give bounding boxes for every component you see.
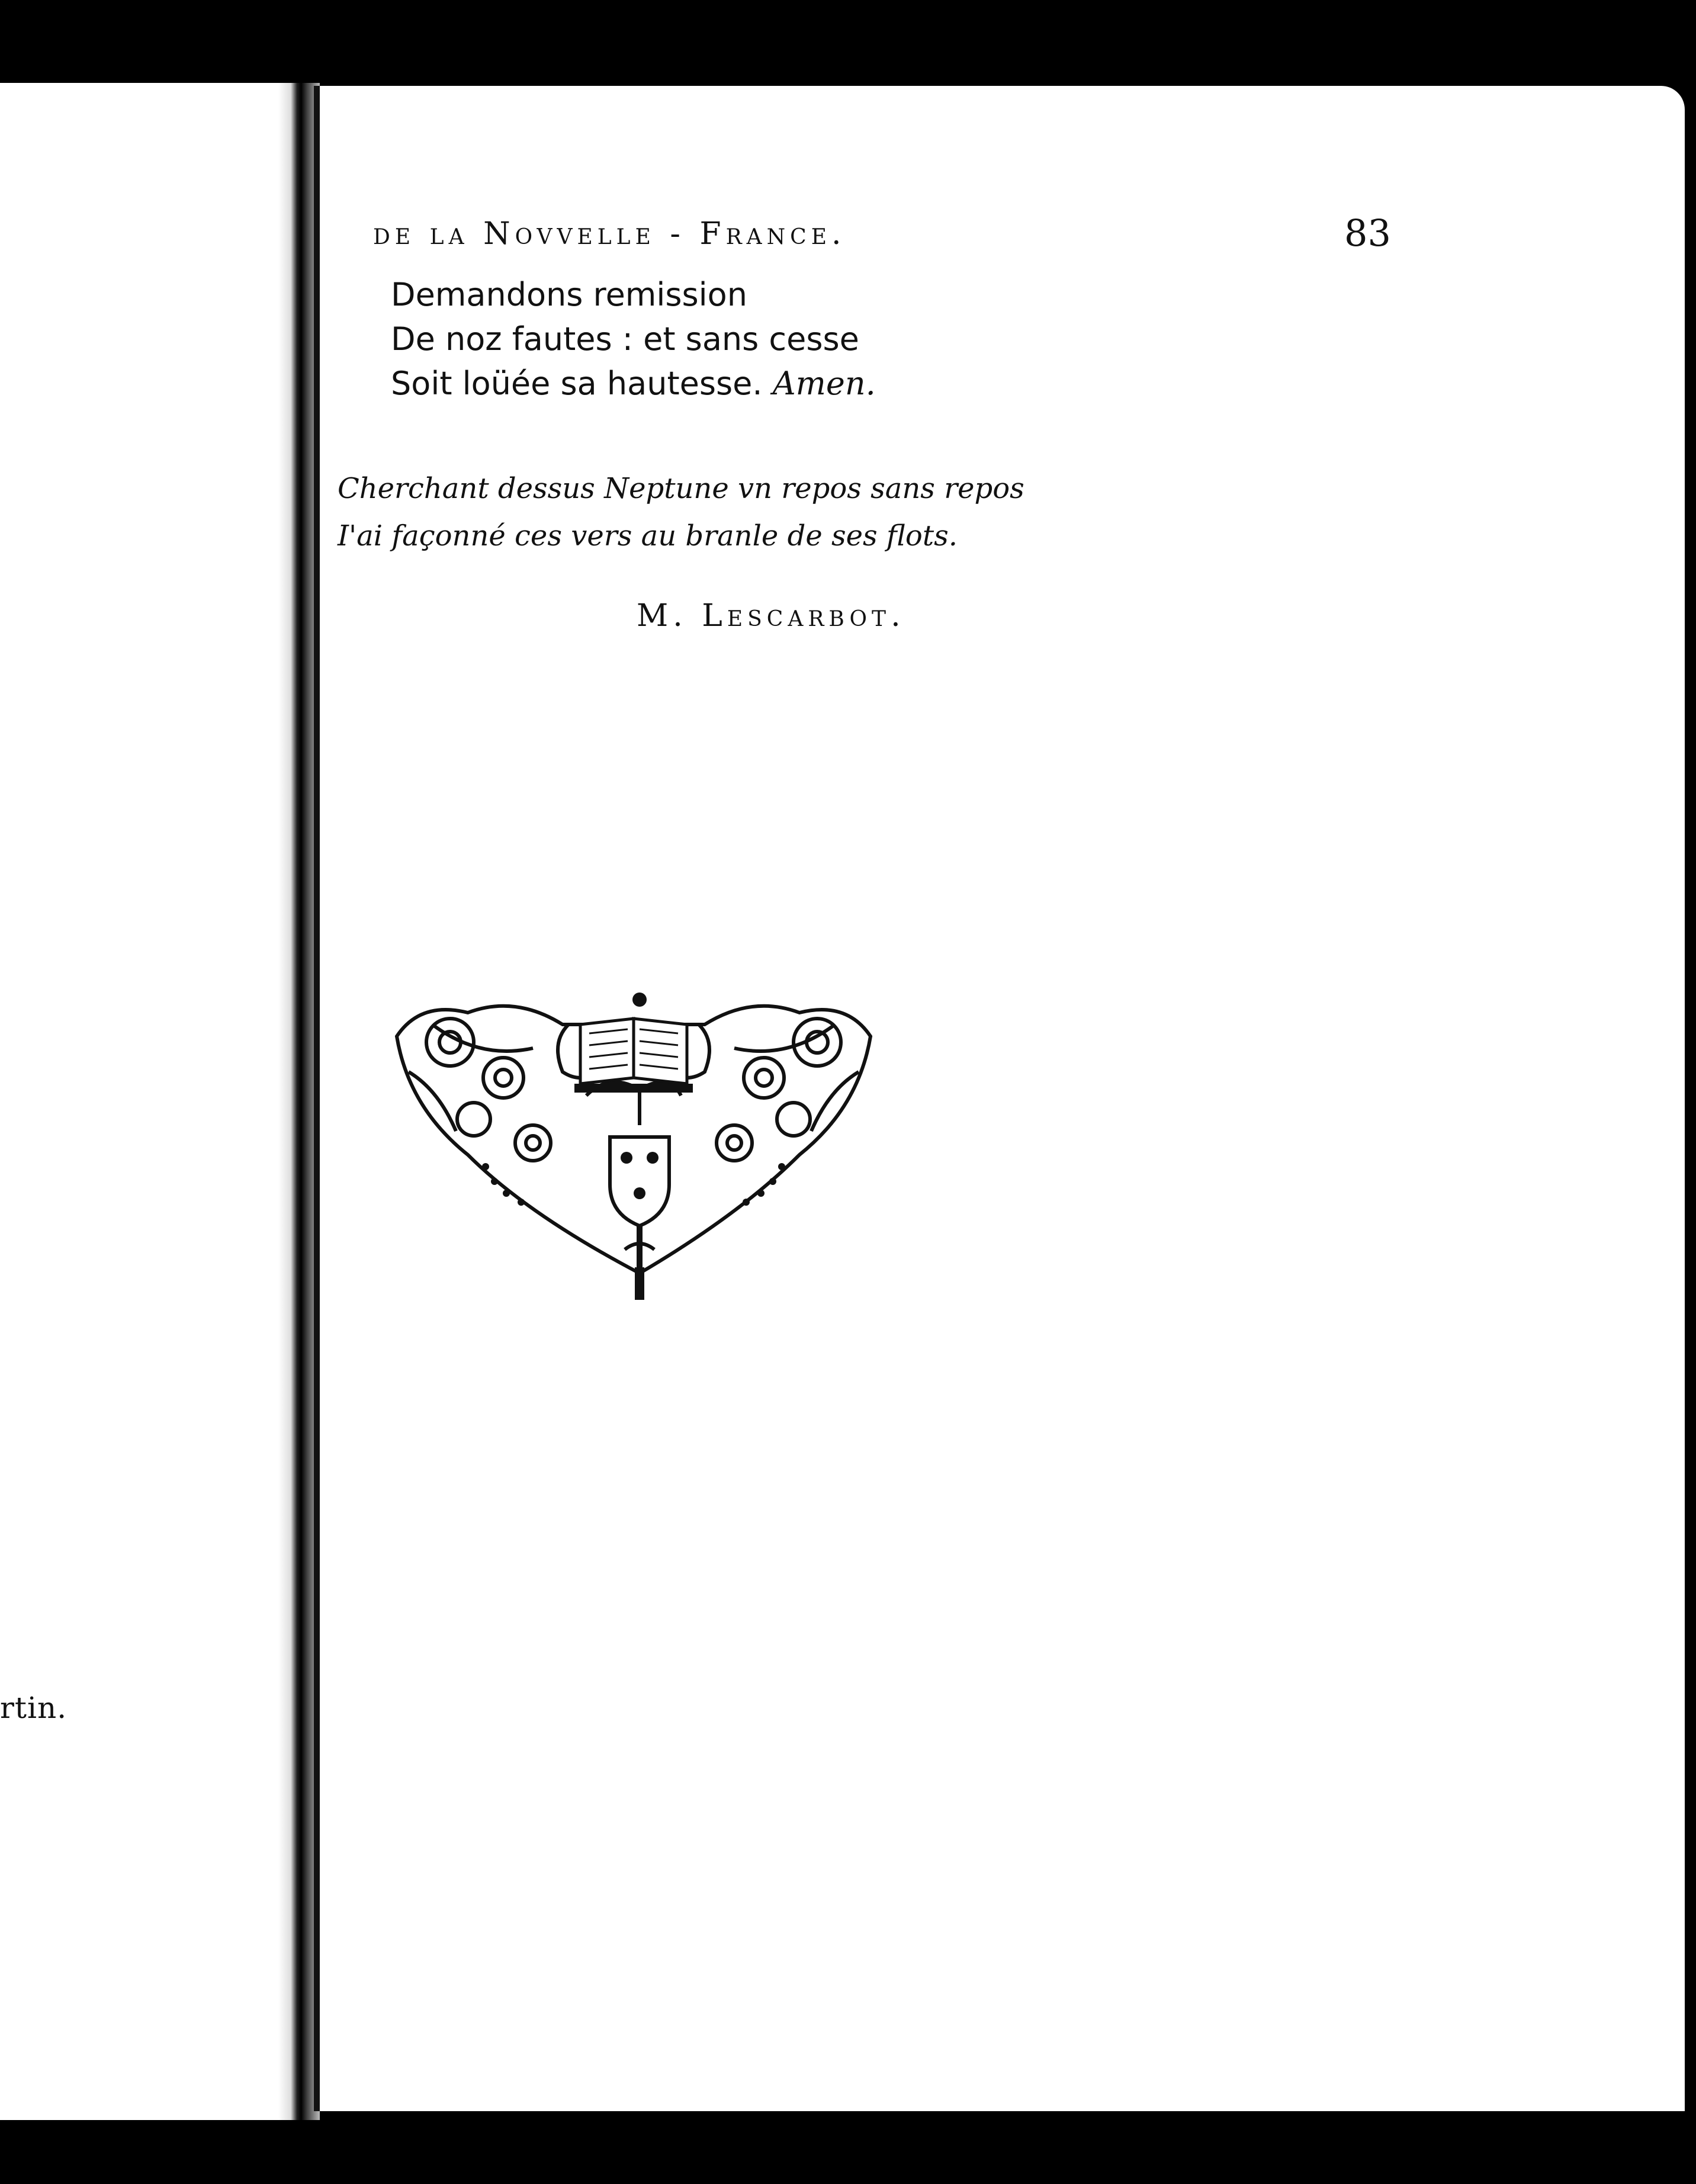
- poem-line: [391, 361, 876, 406]
- couplet-line: Cherchant dessus Neptune vn repos sans repos: [338, 472, 1024, 505]
- page-number: 83: [1344, 211, 1391, 255]
- page-header: [373, 211, 1391, 264]
- left-page-text: rtin.: [0, 1691, 68, 1725]
- poem-line: De noz fautes : et sans cesse: [391, 320, 859, 358]
- running-head: de la Novvelle - France.: [373, 216, 846, 252]
- author-signature: M. Lescarbot.: [637, 598, 905, 634]
- italic-couplet: [338, 465, 1024, 560]
- couplet-line: I'ai façonné ces vers au branle de ses flots.: [338, 519, 958, 553]
- poem-stanza: [391, 272, 876, 406]
- poem-line: Demandons remission: [391, 276, 747, 313]
- poem-line-text: Soit loüée sa hautesse.: [391, 365, 763, 402]
- open-book-with-coat-of-arms-ornament-icon: [385, 989, 882, 1309]
- poem-closing: Amen.: [772, 365, 876, 402]
- left-page: [0, 83, 311, 2120]
